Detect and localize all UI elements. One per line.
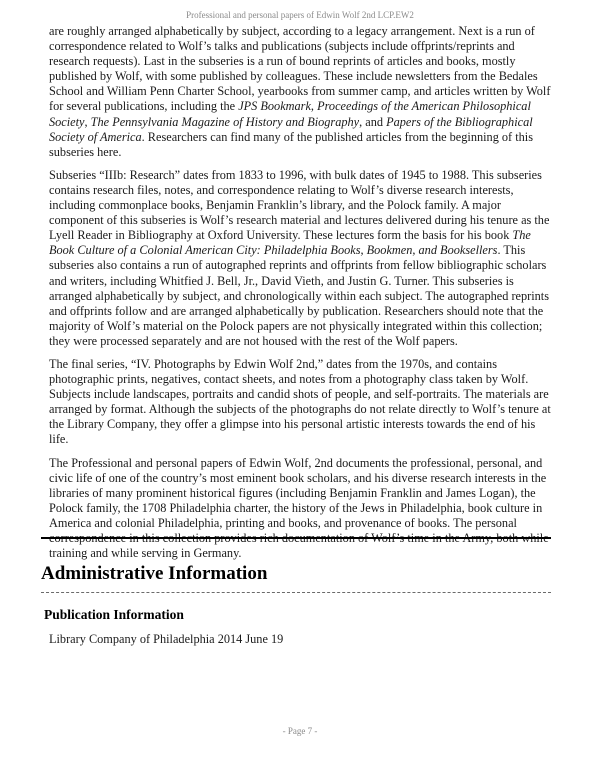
- publication-title: The Pennsylvania Magazine of History and Biography: [90, 114, 360, 129]
- text-run: Subseries “IIIb: Research” dates from 1833 to 1996, with bulk dates of 1945 to 1988. This subseries contains research files, notes, and correspondence relating to Wolf’s diverse research interests, including commonplace books, Benjamin Franklin’s library, and the Polock family. A major component of this subseries is Wolf’s research material and lectures delivered during his tenure as the Lyell Reader in Bibliography at Oxford University. These lectures form the basis for his book: [49, 167, 550, 243]
- dashed-divider: [41, 592, 551, 593]
- publication-information-value: Library Company of Philadelphia 2014 June 19: [49, 632, 284, 646]
- paragraph-collection-summary: The Professional and personal papers of Edwin Wolf, 2nd documents the professional, personal, and civic life of one of the country’s most eminent book scholars, and his diverse research interests in the libraries of many prominent historical figures (including Benjamin Franklin and James Logan), the Polock family, the 1708 Philadelphia charter, the history of the Jews in Philadelphia, book culture in America and colonial Philadelphia, printing and books, and provenance of books. The personal correspondence in this collection provides rich documentation of Wolf’s time in the Army, both while training and while serving in Germany.: [49, 455, 549, 561]
- publication-title: JPS Bookmark: [238, 99, 311, 114]
- text-run: ,: [310, 99, 318, 114]
- running-header: Professional and personal papers of Edwin Wolf 2nd LCP.EW2: [186, 10, 414, 20]
- publication-title: Proceedings of the American Philosophical Society: [49, 99, 531, 129]
- body-text: [49, 24, 551, 569]
- text-run: are roughly arranged alphabetically by subject, according to a legacy arrangement. Next is a run of correspondence related to Wolf’s talks and publications (subjects include offprints/reprints and research requests). Last in the subseries is a run of bound reprints of articles and books, mostly published by Wolf, with some published by colleagues. These include newsletters from the Bedales School and William Penn Charter School, yearbooks from summer camp, and articles written by Wolf for several publications, including the: [49, 24, 551, 114]
- text-run: , and: [359, 114, 387, 129]
- publication-title: Papers of the Bibliographical Society of America: [49, 114, 533, 144]
- section-divider: [41, 537, 551, 539]
- book-title: The Book Culture of a Colonial American City: Philadelphia Books, Bookmen, and Booksellers: [49, 228, 531, 258]
- section-title: Administrative Information: [41, 563, 268, 584]
- paragraph-subseries-continuation: [49, 24, 551, 160]
- text-run: . This subseries also contains a run of autographed reprints and offprints from fellow bibliographic scholars and writers, including Whitfied J. Bell, Jr., David Vieth, and Justin G. Turner. This subseries is arranged alphabetically by subject, and chronologically within each subject. The autographed reprints and offprints follow and are arranged alphabetically by publication. Researchers should note that the majority of Wolf’s material on the Polock papers are not physically integrated within this collection; they were processed separately and are not housed with the rest of the Wolf papers.: [49, 243, 550, 348]
- text-run: . Researchers can find many of the published articles from the beginning of this subseries here.: [49, 129, 533, 159]
- paragraph-series-photographs: The final series, “IV. Photographs by Edwin Wolf 2nd,” dates from the 1970s, and contains photographic prints, negatives, contact sheets, and notes from a photography class taken by Wolf. Subjects include landscapes, portraits and candid shots of people, and self-portraits. The materials are arranged by format. Although the subjects of the photographs do not relate directly to Wolf’s tenure at the Library Company, they offer a glimpse into his personal artistic interests towards the end of his life.: [49, 356, 551, 447]
- text-run: ,: [84, 114, 91, 129]
- paragraph-subseries-research: [49, 168, 551, 349]
- publication-information-heading: Publication Information: [44, 607, 184, 622]
- page-number: - Page 7 -: [282, 726, 318, 736]
